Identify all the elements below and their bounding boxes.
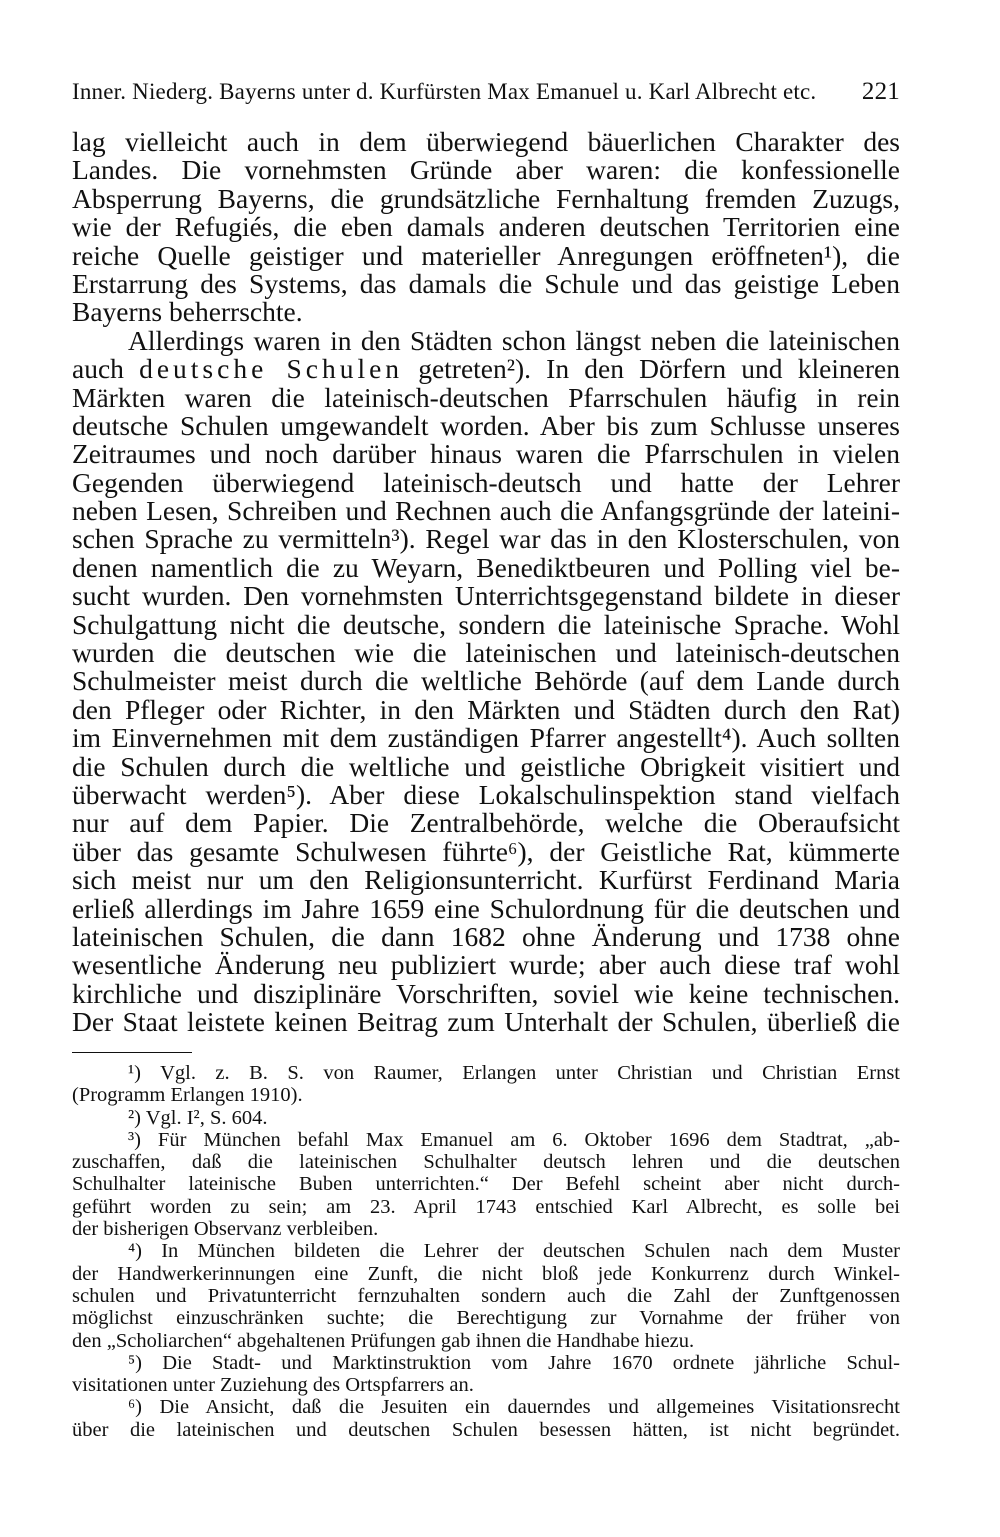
text-line: wesentliche Änderung neu publiziert wurde; aber auch diese traf wohl <box>72 949 900 981</box>
text-line: Märkten waren die lateinisch-deutschen Pfarrschulen häufig in rein <box>72 381 900 413</box>
footnote-line: möglichst einzuschränken suchte; die Berechtigung zur Vornahme der früher von <box>72 1307 900 1330</box>
text-line: Erstarrung des Systems, das damals die Schule und das geistige Leben <box>72 267 900 299</box>
text-line: Landes. Die vornehmsten Gründe aber waren: die konfessionelle <box>72 154 900 186</box>
footnote-line: ⁶) Die Ansicht, daß die Jesuiten ein dauerndes und allgemeines Visitationsrecht <box>128 1396 900 1419</box>
text-line: Absperrung Bayerns, die grundsätzliche Fernhaltung fremden Zuzugs, <box>72 182 900 214</box>
text-line: sich meist nur um den Religionsunterricht. Kurfürst Ferdinand Maria <box>72 864 900 896</box>
footnote-line: ²) Vgl. I², S. 604. <box>128 1106 268 1129</box>
text-line: Schulmeister meist durch die weltliche Behörde (auf dem Lande durch <box>72 665 900 697</box>
text-line: Bayerns beherrschte. <box>72 296 303 328</box>
footnote-line: den „Scholiarchen“ abgehaltenen Prüfungen gab ihnen die Handhabe hiezu. <box>72 1329 695 1352</box>
text-line: über das gesamte Schulwesen führte⁶), der Geistliche Rat, kümmerte <box>72 835 900 867</box>
text-line: kirchliche und disziplinäre Vorschriften, soviel wie keine technischen. <box>72 977 900 1009</box>
text-line: Gegenden überwiegend lateinisch-deutsch und hatte der Lehrer <box>72 466 900 498</box>
text-line: neben Lesen, Schreiben und Rechnen auch die Anfangsgründe der lateini- <box>72 495 900 527</box>
text-line: Der Staat leistete keinen Beitrag zum Unterhalt der Schulen, überließ die <box>72 1006 900 1038</box>
text-line: auch deutsche Schulen getreten²). In den Dörfern und kleineren <box>72 353 901 385</box>
text-line: wie der Refugiés, die eben damals anderen deutschen Territorien eine <box>72 211 900 243</box>
text-line: Schulgattung nicht die deutsche, sondern die lateinische Sprache. Wohl <box>72 608 900 640</box>
page-number: 221 <box>861 78 900 105</box>
footnote-line: der bisherigen Observanz verbleiben. <box>72 1218 379 1241</box>
footnote-line: visitationen unter Zuziehung des Ortspfarrers an. <box>72 1374 474 1397</box>
footnote-separator <box>72 1052 192 1053</box>
footnote-line: über die lateinischen und deutschen Schulen besessen hätten, ist nicht begründet. <box>72 1418 900 1441</box>
text-line: lag vielleicht auch in dem überwiegend bäuerlichen Charakter des <box>72 126 900 157</box>
footnote-line: ¹) Vgl. z. B. S. von Raumer, Erlangen unter Christian und Christian Ernst <box>128 1062 900 1084</box>
text-line: sucht wurden. Den vornehmsten Unterrichtsgegenstand bildete in dieser <box>72 580 900 612</box>
footnote-line: schulen und Privatunterricht fernzuhalten sondern auch die Zahl der Zunftgenossen <box>72 1284 900 1307</box>
footnote-line: Schulhalter lateinische Buben unterrichten.“ Der Befehl scheint aber nicht durch- <box>72 1173 900 1196</box>
running-title: Inner. Niederg. Bayerns unter d. Kurfürsten Max Emanuel u. Karl Albrecht etc. <box>72 79 817 104</box>
emphasized-phrase: deutsche Schulen <box>139 353 404 385</box>
text-line: Zeitraumes und noch darüber hinaus waren die Pfarrschulen in vielen <box>72 438 900 470</box>
footnote-line: (Programm Erlangen 1910). <box>72 1084 303 1107</box>
footnote-line: ⁵) Die Stadt- und Marktinstruktion vom Jahre 1670 ordnete jährliche Schul- <box>128 1351 900 1374</box>
text-line: die Schulen durch die weltliche und geistliche Obrigkeit visitiert und <box>72 750 900 782</box>
footnote-line: ⁴) In München bildeten die Lehrer der deutschen Schulen nach dem Muster <box>128 1240 900 1263</box>
footnotes <box>72 1062 900 1441</box>
text-line: denen namentlich die zu Weyarn, Benediktbeuren und Polling viel be- <box>72 551 900 583</box>
text-line: lateinischen Schulen, die dann 1682 ohne Änderung und 1738 ohne <box>72 920 900 952</box>
main-text <box>72 128 900 1037</box>
footnote-line: geführt worden zu sein; am 23. April 1743 entschied Karl Albrecht, es solle bei <box>72 1195 900 1218</box>
text-line: nur auf dem Papier. Die Zentralbehörde, welche die Oberaufsicht <box>72 807 900 839</box>
text-line: den Pfleger oder Richter, in den Märkten und Städten durch den Rat) <box>72 693 900 725</box>
footnote-line: ³) Für München befahl Max Emanuel am 6. Oktober 1696 dem Stadtrat, „ab- <box>128 1128 900 1151</box>
text-line: Allerdings waren in den Städten schon längst neben die lateinischen <box>128 324 900 356</box>
footnote-line: der Handwerkerinnungen eine Zunft, die nicht bloß jede Konkurrenz durch Winkel- <box>72 1262 900 1285</box>
footnote-line: zuschaffen, daß die lateinischen Schulhalter deutsch lehren und die deutschen <box>72 1151 900 1174</box>
text-line: erließ allerdings im Jahre 1659 eine Schulordnung für die deutschen und <box>72 892 900 924</box>
text-line: reiche Quelle geistiger und materieller Anregungen eröffneten¹), die <box>72 239 900 271</box>
running-header <box>72 78 900 106</box>
text-line: überwacht werden⁵). Aber diese Lokalschulinspektion stand vielfach <box>72 778 900 810</box>
text-line: schen Sprache zu vermitteln³). Regel war das in den Klosterschulen, von <box>72 523 900 555</box>
text-line: wurden die deutschen wie die lateinischen und lateinisch-deutschen <box>72 637 900 669</box>
text-line: im Einvernehmen mit dem zuständigen Pfarrer angestellt⁴). Auch sollten <box>72 722 900 754</box>
text-line: deutsche Schulen umgewandelt worden. Aber bis zum Schlusse unseres <box>72 409 900 441</box>
